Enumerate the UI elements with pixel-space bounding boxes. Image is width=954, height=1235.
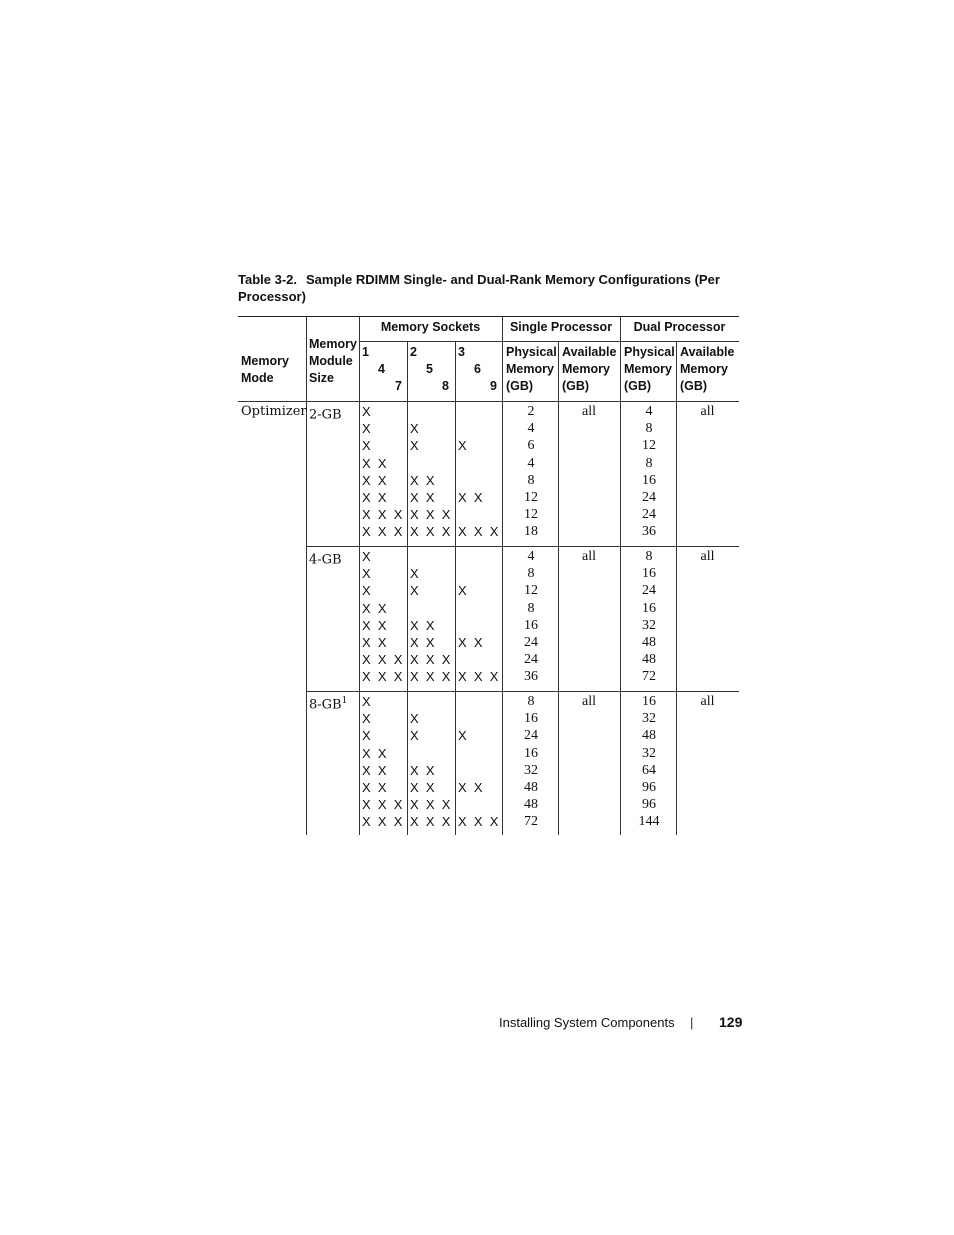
page-number: 129 [719,1014,743,1030]
header-dual-available: Available Memory (GB) [680,345,735,393]
single-available-cell: all [582,404,596,419]
module-size-cell [309,548,342,569]
single-physical-cell: 2 4 6 4 8 12 12 18 [524,404,538,540]
socket-header-5: 5 [426,362,433,376]
col-line-sockets [359,316,360,835]
memory-mode-cell: Optimizer [241,404,307,419]
col-line-size [306,316,307,835]
socket-header-6: 6 [474,362,481,376]
single-physical-cell: 8 16 24 16 32 48 48 72 [524,694,538,830]
header-sub-rule [359,341,739,342]
module-size-cell [309,693,347,714]
dual-physical-cell: 16 32 48 32 64 96 96 144 [638,694,660,830]
socket-group-3-cell: X X X X X X [458,438,499,540]
dual-available-cell: all [700,549,715,564]
socket-header-2: 2 [410,345,417,359]
group-separator-2 [306,691,739,692]
dual-available-cell: all [700,404,715,419]
module-size-value: 8-GB [309,697,342,713]
socket-group-1-cell: X X X X X X X X X X X X X X X [362,549,403,685]
dual-physical-cell: 8 16 24 16 32 48 48 72 [642,549,656,685]
socket-group-3-cell: X X X X X X [458,583,499,685]
header-memory-sockets: Memory Sockets [380,320,481,334]
footer-section-title: Installing System Components [499,1015,675,1030]
socket-group-3-cell: X X X X X X [458,728,499,830]
col-line-g2 [407,341,408,835]
header-single-available: Available Memory (GB) [562,345,617,393]
header-dual-physical: Physical Memory (GB) [624,345,675,393]
module-size-value: 4-GB [309,552,342,568]
socket-group-1-cell: X X X X X X X X X X X X X X X [362,694,403,830]
socket-group-2-cell: X X X X X X X X X X X X [410,421,451,540]
table-number: Table 3-2. [238,272,298,287]
header-memory-mode: Memory Mode [241,354,289,385]
single-physical-cell: 4 8 12 8 16 24 24 36 [524,549,538,685]
table-caption [238,271,738,305]
table-title: Sample RDIMM Single- and Dual-Rank Memory Configurations (Per Processor) [238,272,720,304]
single-available-cell: all [582,549,596,564]
module-size-value: 2-GB [309,407,342,423]
col-line-g3 [455,341,456,835]
dual-available-cell: all [700,694,715,709]
header-bottom-rule [238,401,739,402]
footer-separator: | [690,1015,694,1030]
module-size-cell [309,403,342,424]
socket-header-9: 9 [490,379,497,393]
header-dual-processor: Dual Processor [633,320,726,334]
socket-group-1-cell: X X X X X X X X X X X X X X X [362,404,403,540]
table-top-rule [238,316,739,317]
socket-group-2-cell: X X X X X X X X X X X X [410,711,451,830]
single-available-cell: all [582,694,596,709]
header-single-physical: Physical Memory (GB) [506,345,557,393]
header-single-processor: Single Processor [509,320,613,334]
dual-physical-cell: 4 8 12 8 16 24 24 36 [642,404,656,540]
socket-group-2-cell: X X X X X X X X X X X X [410,566,451,685]
socket-header-1: 1 [362,345,369,359]
header-module-size: Memory Module Size [309,337,357,385]
socket-header-4: 4 [378,362,385,376]
group-separator-1 [306,546,739,547]
socket-header-8: 8 [442,379,449,393]
socket-header-3: 3 [458,345,465,359]
footnote-marker: 1 [341,696,348,706]
socket-header-7: 7 [395,379,402,393]
